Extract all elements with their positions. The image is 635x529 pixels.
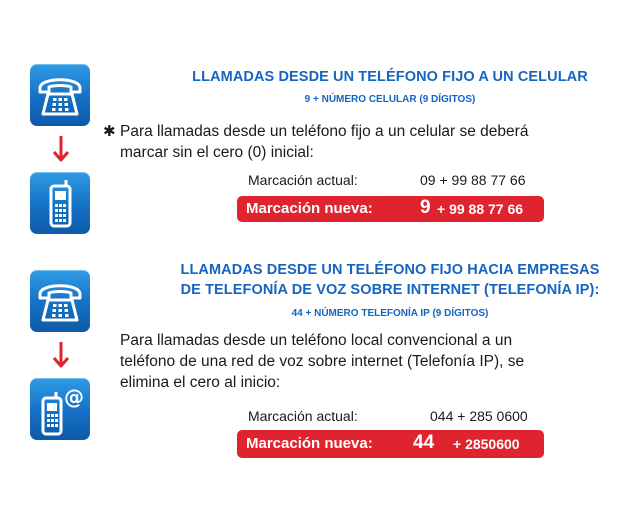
section1-new-number: + 99 88 77 66 xyxy=(437,201,524,217)
section2-current-label: Marcación actual: xyxy=(248,408,358,424)
landline-phone-icon xyxy=(30,270,90,332)
arrow-down-icon xyxy=(51,340,71,370)
section1-new-label: Marcación nueva: xyxy=(246,200,373,217)
section1-current-value: 09 + 99 88 77 66 xyxy=(420,172,526,188)
section2-new-prefix: 44 xyxy=(413,432,435,453)
section2-new-label: Marcación nueva: xyxy=(246,435,373,452)
bullet-asterisk: ✱ xyxy=(103,123,116,140)
section2-new-dialing-bar xyxy=(237,430,544,458)
section1-subtitle: 9 + NÚMERO CELULAR (9 DÍGITOS) xyxy=(304,94,476,105)
section1-current-label: Marcación actual: xyxy=(248,172,358,188)
at-symbol-text: @ xyxy=(64,385,84,409)
section2-current-value: 044 + 285 0600 xyxy=(430,408,528,424)
section2-subtitle: 44 + NÚMERO TELEFONÍA IP (9 DÍGITOS) xyxy=(291,308,489,319)
section2-new-number: + 2850600 xyxy=(453,436,520,452)
section2-description-line3: elimina el cero al inicio: xyxy=(120,374,281,391)
section1-new-prefix: 9 xyxy=(420,197,431,218)
mobile-phone-at-icon xyxy=(30,378,90,440)
section2-title-line1: LLAMADAS DESDE UN TELÉFONO FIJO HACIA EMPRESAS xyxy=(180,262,600,278)
section2-title-line2: DE TELEFONÍA DE VOZ SOBRE INTERNET (TELEFONÍA IP): xyxy=(180,282,600,298)
section1-description-line2: marcar sin el cero (0) inicial: xyxy=(120,144,314,161)
section2-description-line1: Para llamadas desde un teléfono local convencional a un xyxy=(120,332,513,349)
mobile-phone-icon xyxy=(30,172,90,234)
section1-new-dialing-bar xyxy=(237,196,544,222)
section1-title: LLAMADAS DESDE UN TELÉFONO FIJO A UN CELULAR xyxy=(192,69,588,85)
landline-phone-icon xyxy=(30,64,90,126)
section1-description-line1: Para llamadas desde un teléfono fijo a un celular se deberá xyxy=(120,123,529,140)
arrow-down-icon xyxy=(51,134,71,164)
section2-description-line2: teléfono de una red de voz sobre internet (Telefonía IP), se xyxy=(120,353,525,370)
